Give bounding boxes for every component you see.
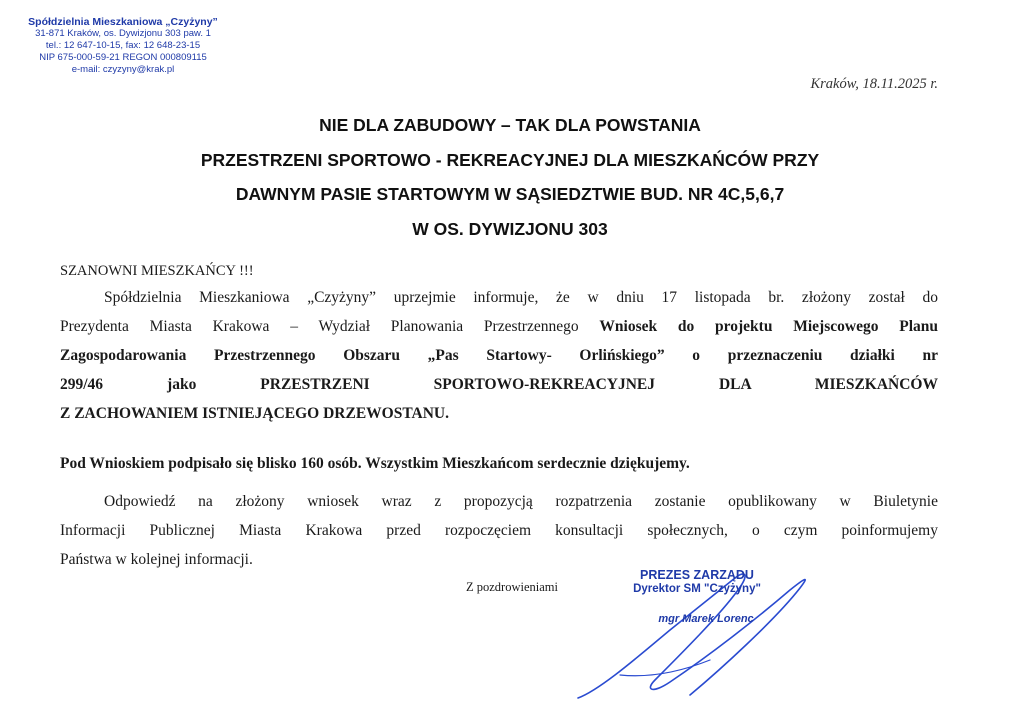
phone-fax: tel.: 12 647-10-15, fax: 12 648-23-15 (45, 40, 201, 51)
signature-stamp (612, 568, 782, 626)
p1-line-2-bold: Wniosek do projektu Miejscowego Planu (599, 318, 938, 335)
title-line-2: PRZESTRZENI SPORTOWO - REKREACYJNEJ DLA MIESZKAŃCÓW PRZY (200, 149, 820, 170)
title-line-3: DAWNYM PASIE STARTOWYM W SĄSIEDZTWIE BUD. NR 4C,5,6,7 (235, 184, 785, 204)
p1-line-5: Z ZACHOWANIEM ISTNIEJĄCEGO DRZEWOSTANU. (60, 405, 449, 422)
cooperative-name: Spółdzielnia Mieszkaniowa „Czyżyny” (28, 16, 218, 28)
tax-ids: NIP 675-000-59-21 REGON 000809115 (39, 52, 207, 63)
address: 31-871 Kraków, os. Dywizjonu 303 paw. 1 (35, 28, 211, 39)
closing-regards: Z pozdrowieniami (466, 580, 558, 594)
document-title (40, 108, 980, 246)
paragraph-1 (60, 283, 938, 428)
p1-line-2-plain: Prezydenta Miasta Krakowa – Wydział Planowania Przestrzennego (60, 318, 579, 335)
stamp-signatory: mgr Marek Lorenc (658, 613, 754, 625)
email: e-mail: czyzyny@krak.pl (71, 64, 175, 75)
p2-line-3: Państwa w kolejnej informacji. (60, 551, 253, 568)
thanks-statement: Pod Wnioskiem podpisało się blisko 160 osób. Wszystkim Mieszkańcom serdecznie dziękujemy. (60, 455, 690, 472)
p1-line-3: Zagospodarowania Przestrzennego Obszaru „Pas Startowy- Orlińskiego” o przeznaczeniu działki nr (60, 347, 938, 364)
greeting: SZANOWNI MIESZKAŃCY !!! (60, 263, 254, 279)
document-date: Kraków, 18.11.2025 r. (810, 76, 938, 92)
p2-line-2: Informacji Publicznej Miasta Krakowa przed rozpoczęciem konsultacji społecznych, o czym poinformujemy (60, 522, 938, 539)
p2-line-1: Odpowiedź na złożony wniosek wraz z propozycją rozpatrzenia zostanie opublikowany w Biuletynie (104, 493, 938, 510)
title-line-4: W OS. DYWIZJONU 303 (412, 218, 608, 239)
stamp-role: Dyrektor SM "Czyżyny" (633, 583, 761, 595)
stamp-title: PREZES ZARZĄDU (640, 568, 754, 582)
p1-line-4: 299/46 jako PRZESTRZENI SPORTOWO-REKREACYJNEJ DLA MIESZKAŃCÓW (60, 376, 938, 393)
p1-line-1: Spółdzielnia Mieszkaniowa „Czyżyny” uprzejmie informuje, że w dniu 17 listopada br. złożony został do (104, 289, 938, 306)
letterhead (18, 16, 228, 76)
title-line-1: NIE DLA ZABUDOWY – TAK DLA POWSTANIA (319, 115, 701, 135)
p1-line-2 (60, 312, 938, 341)
